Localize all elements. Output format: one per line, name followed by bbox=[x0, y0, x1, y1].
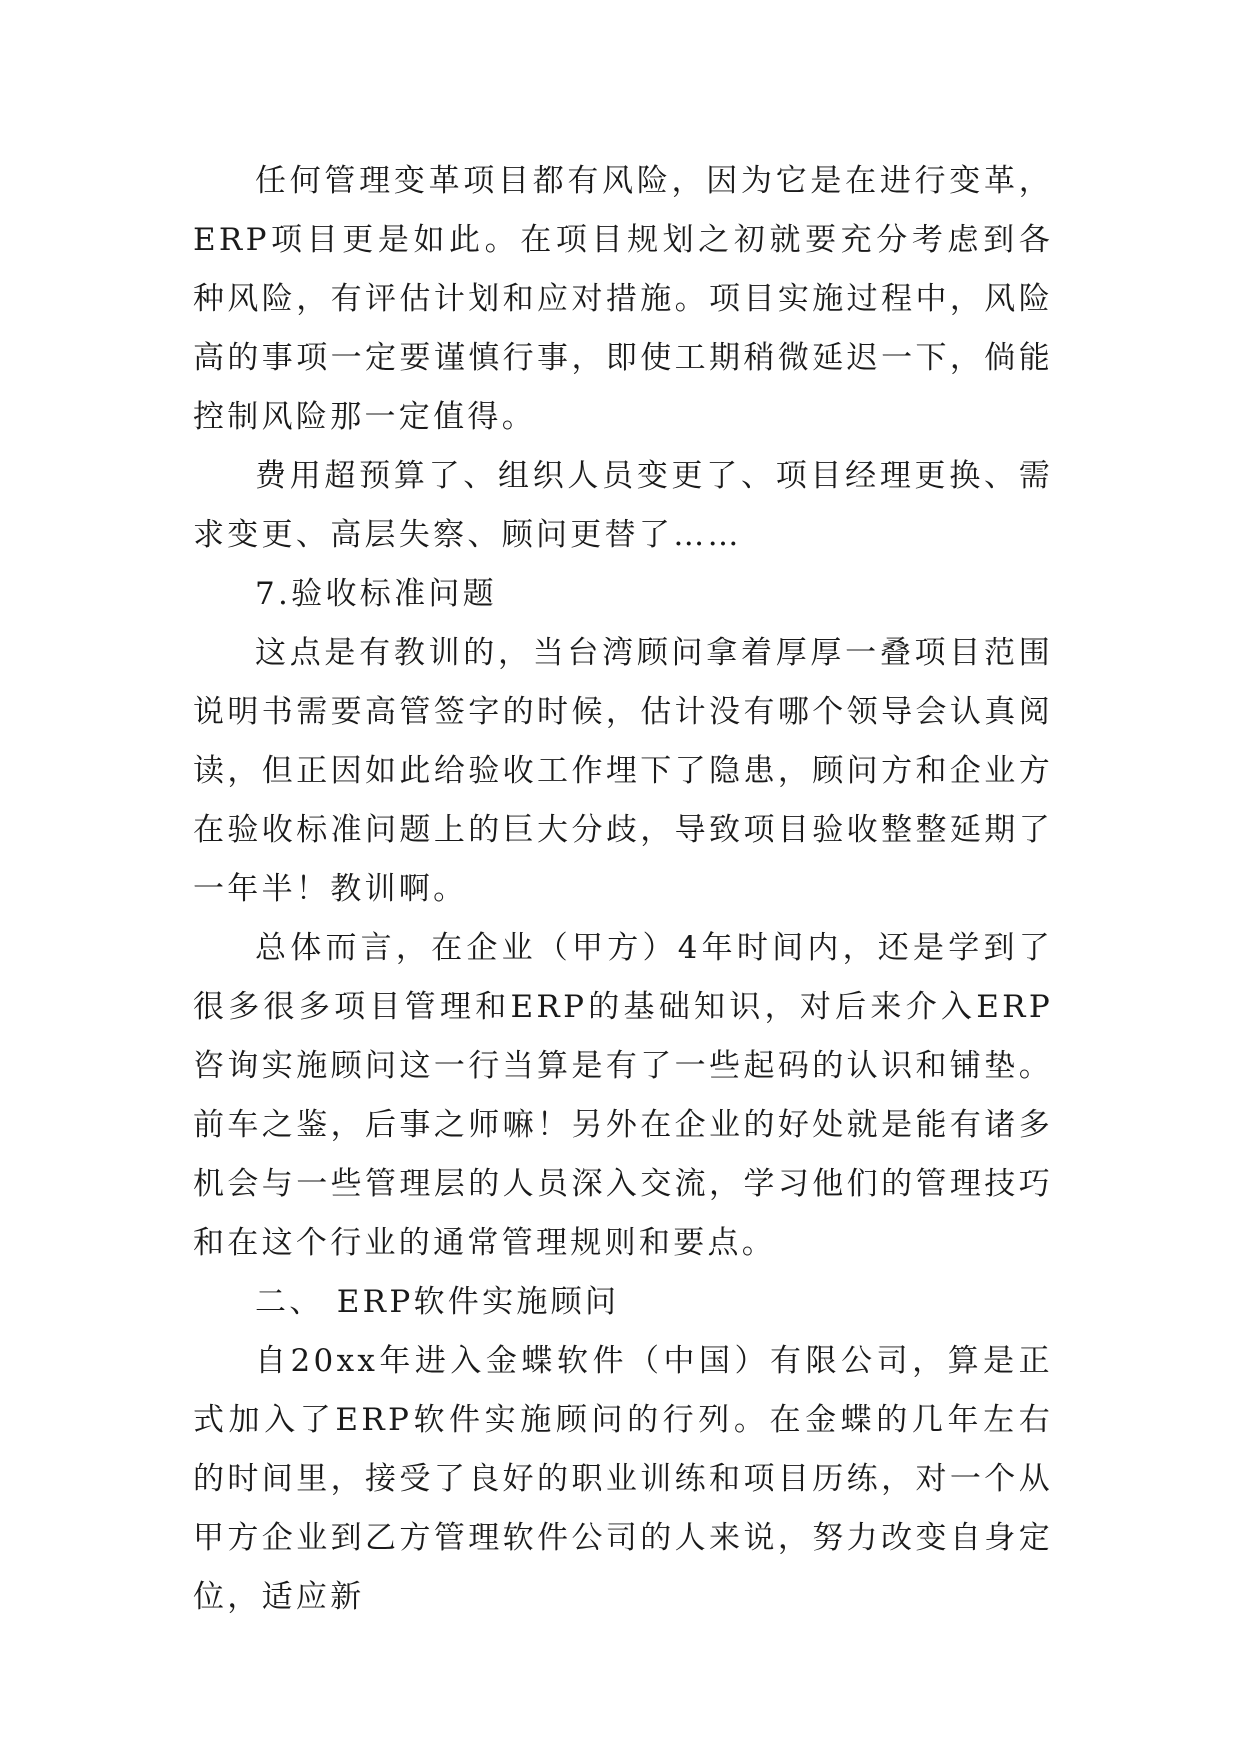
section-heading-acceptance: 7.验收标准问题 bbox=[255, 576, 497, 612]
paragraph-summary: 总体而言，在企业（甲方）4年时间内，还是学到了很多很多项目管理和ERP的基础知识，对后来介入ERP咨询实施顾问这一行当算是有了一些起码的认识和铺垫。前车之鉴，后事之师嘛！另外在企业的好处就是能有诸多机会与一些管理层的人员深入交流，学习他们的管理技巧和在这个行业的通常管理规则和要点。 bbox=[193, 930, 1053, 1261]
section-heading-erp-consultant: 二、 ERP软件实施顾问 bbox=[255, 1284, 620, 1320]
paragraph-kingdee: 自20xx年进入金蝶软件（中国）有限公司，算是正式加入了ERP软件实施顾问的行列。在金蝶的几年左右的时间里，接受了良好的职业训练和项目历练，对一个从甲方企业到乙方管理软件公司的人来说，努力改变自身定位，适应新 bbox=[193, 1343, 1053, 1615]
paragraph-risk-list: 费用超预算了、组织人员变更了、项目经理更换、需求变更、高层失察、顾问更替了…… bbox=[193, 458, 1053, 553]
paragraph-acceptance-lesson: 这点是有教训的，当台湾顾问拿着厚厚一叠项目范围说明书需要高管签字的时候，估计没有哪个领导会认真阅读，但正因如此给验收工作埋下了隐患，顾问方和企业方在验收标准问题上的巨大分歧，导致项目验收整整延期了一年半！教训啊。 bbox=[193, 635, 1053, 907]
document-body bbox=[193, 152, 1053, 1627]
paragraph-risk: 任何管理变革项目都有风险，因为它是在进行变革，ERP项目更是如此。在项目规划之初就要充分考虑到各种风险，有评估计划和应对措施。项目实施过程中，风险高的事项一定要谨慎行事，即使工期稍微延迟一下，倘能控制风险那一定值得。 bbox=[193, 163, 1053, 435]
